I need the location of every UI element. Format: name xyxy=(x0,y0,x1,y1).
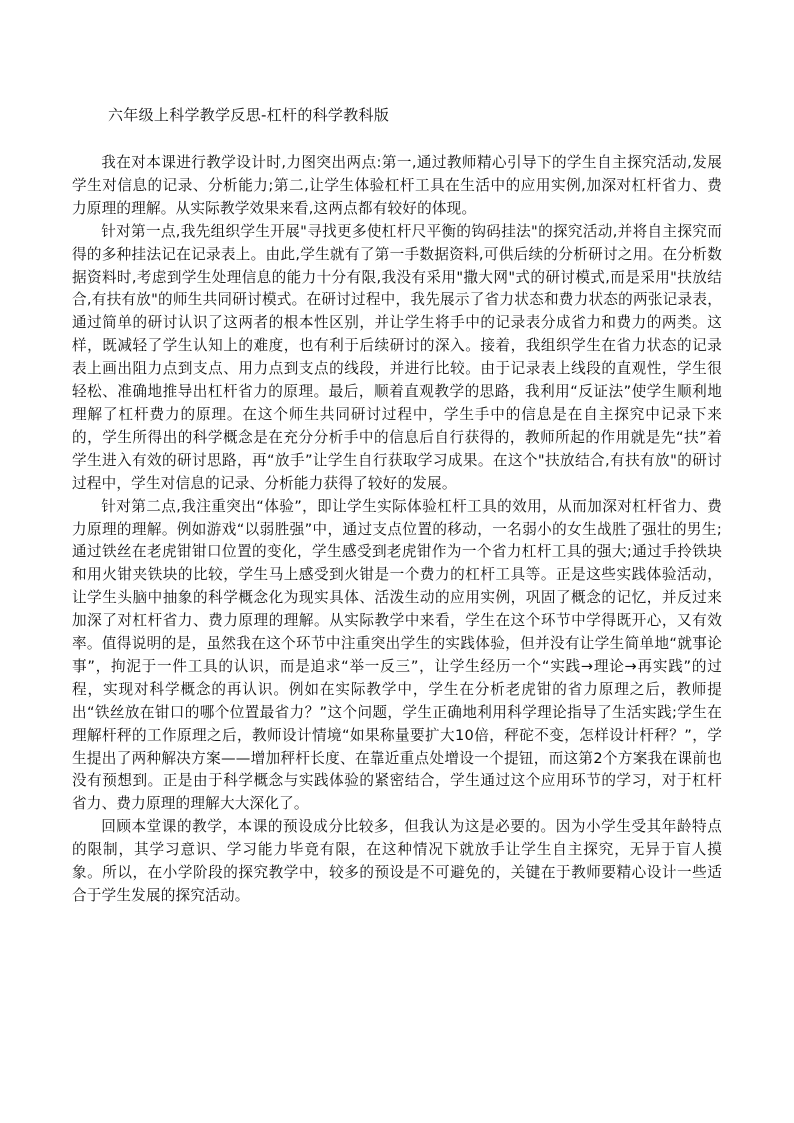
paragraph-first-point: 针对第一点,我先组织学生开展"寻找更多使杠杆尺平衡的钩码挂法"的探究活动,并将自主探究而得的多种挂法记在记录表上。由此,学生就有了第一手数据资料,可供后续的分析研讨之用。在分析数据资料时,考虑到学生处理信息的能力十分有限,我没有采用"撒大网"式的研讨模式,而是采用"扶放结合,有扶有放"的师生共同研讨模式。在研讨过程中，我先展示了省力状态和费力状态的两张记录表，通过简单的研讨认识了这两者的根本性区别，并让学生将手中的记录表分成省力和费力的两类。这样，既减轻了学生认知上的难度，也有利于后续研讨的深入。接着，我组织学生在省力状态的记录表上画出阻力点到支点、用力点到支点的线段，并进行比较。由于记录表上线段的直观性，学生很轻松、准确地推导出杠杆省力的原理。最后，顺着直观教学的思路，我利用“反证法”使学生顺利地理解了杠杆费力的原理。在这个师生共同研讨过程中，学生手中的信息是在自主探究中记录下来的，学生所得出的科学概念是在充分分析手中的信息后自行获得的，教师所起的作用就是先“扶”着学生进入有效的研讨思路，再“放手”让学生自行获取学习成果。在这个"扶放结合,有扶有放"的研讨过程中，学生对信息的记录、分析能力获得了较好的发展。 xyxy=(72,222,722,492)
document-body xyxy=(72,152,722,908)
paragraph-review: 回顾本堂课的教学，本课的预设成分比较多，但我认为这是必要的。因为小学生受其年龄特点的限制，其学习意识、学习能力毕竟有限，在这种情况下就放手让学生自主探究，无异于盲人摸象。所以，在小学阶段的探究教学中，较多的预设是不可避免的，关键在于教师要精心设计一些适合于学生发展的探究活动。 xyxy=(72,818,722,904)
paragraph-second-point: 针对第二点,我注重突出“体验”，即让学生实际体验杠杆工具的效用，从而加深对杠杆省力、费力原理的理解。例如游戏“以弱胜强”中，通过支点位置的移动，一名弱小的女生战胜了强壮的男生;通过铁丝在老虎钳钳口位置的变化，学生感受到老虎钳作为一个省力杠杆工具的强大;通过手拎铁块和用火钳夹铁块的比较，学生马上感受到火钳是一个费力的杠杆工具等。正是这些实践体验活动，让学生头脑中抽象的科学概念化为现实具体、活泼生动的应用实例，巩固了概念的记忆，并反过来加深了对杠杆省力、费力原理的理解。从实际教学中来看，学生在这个环节中学得既开心，又有效率。值得说明的是，虽然我在这个环节中注重突出学生的实践体验，但并没有让学生简单地“就事论事”，拘泥于一件工具的认识，而是追求“举一反三”，让学生经历一个“实践→理论→再实践”的过程，实现对科学概念的再认识。例如在实际教学中，学生在分析老虎钳的省力原理之后，教师提出“铁丝放在钳口的哪个位置最省力？”这个问题，学生正确地利用科学理论指导了生活实践;学生在理解杆秤的工作原理之后，教师设计情境“如果称量要扩大10倍，秤砣不变，怎样设计杆秤？”，学生提出了两种解决方案——增加秤杆长度、在靠近重点处增设一个提钮，而这第2个方案我在课前也没有预想到。正是由于科学概念与实践体验的紧密结合，学生通过这个应用环节的学习，对于杠杆省力、费力原理的理解大大深化了。 xyxy=(72,497,722,813)
paragraph-design-goals: 我在对本课进行教学设计时,力图突出两点:第一,通过教师精心引导下的学生自主探究活动,发展学生对信息的记录、分析能力;第二,让学生体验杠杆工具在生活中的应用实例,加深对杠杆省力、费力原理的理解。从实际教学效果来看,这两点都有较好的体现。 xyxy=(72,154,722,217)
document-title: 六年级上科学教学反思-杠杆的科学教科版 xyxy=(108,106,390,124)
